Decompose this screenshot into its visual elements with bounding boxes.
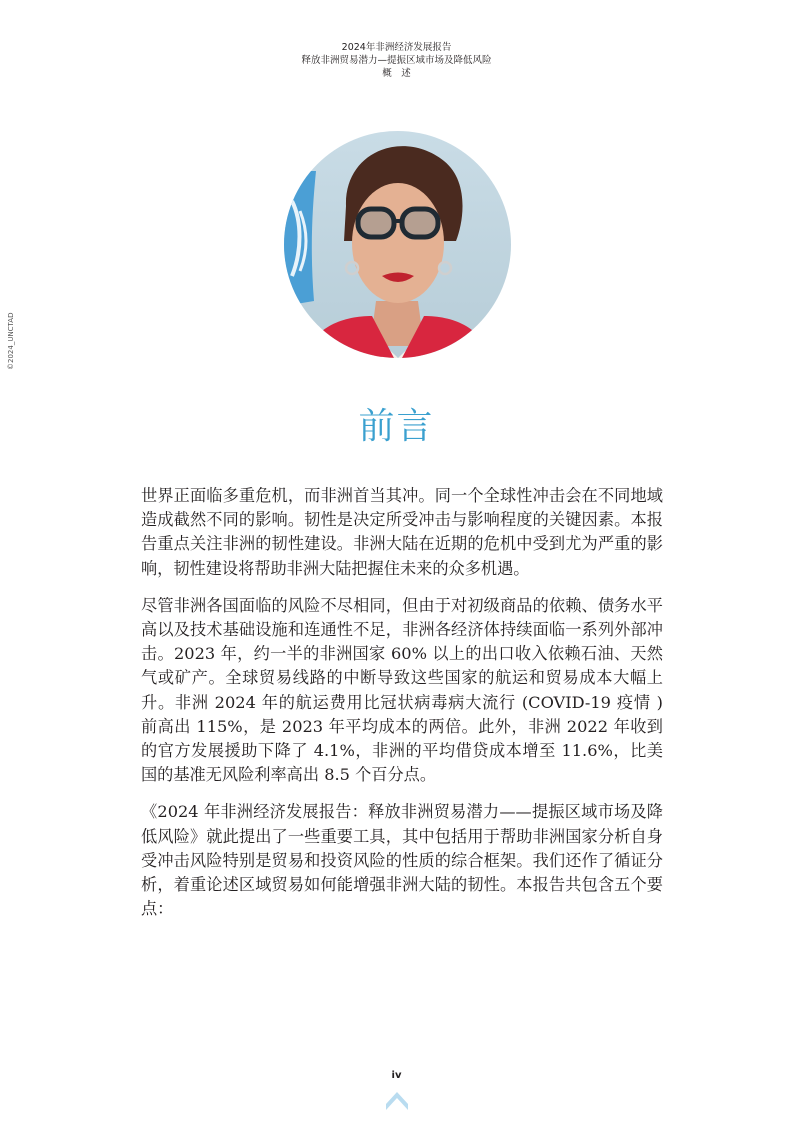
paragraph-1: 世界正面临多重危机，而非洲首当其冲。同一个全球性冲击会在不同地域造成截然不同的影响。韧性是决定所受冲击与影响程度的关键因素。本报告重点关注非洲的韧性建设。非洲大陆在近期的危机中受到尤为严重的影响，韧性建设将帮助非洲大陆把握住未来的众多机遇。	[141, 486, 663, 578]
running-header	[0, 41, 793, 80]
chevron-up-icon	[383, 1088, 411, 1116]
photo-credit-text: ©2024_UNCTAD	[7, 312, 15, 370]
back-to-top-button[interactable]	[383, 1088, 411, 1116]
paragraph-2: 尽管非洲各国面临的风险不尽相同，但由于对初级商品的依赖、债务水平高以及技术基础设施和连通性不足，非洲各经济体持续面临一系列外部冲击。2023 年，约一半的非洲国家 60% 以上的出口收入依赖石油、天然气或矿产。全球贸易线路的中断导致这些国家的航运和贸易成本大幅上升。非洲 2024 年的航运费用比冠状病毒病大流行 (COVID-19 疫情 ) 前高出 115%，是 2023 年平均成本的两倍。此外，非洲 2022 年收到的官方发展援助下降了 4.1%，非洲的平均借贷成本增至 11.6%，比美国的基准无风险利率高出 8.5 个百分点。	[141, 595, 663, 785]
photo-credit	[3, 290, 17, 370]
author-portrait	[284, 131, 511, 358]
page-title: 前言	[358, 406, 435, 447]
header-report-subtitle: 释放非洲贸易潜力—提振区域市场及降低风险	[301, 55, 492, 66]
paragraph-3: 《2024 年非洲经济发展报告：释放非洲贸易潜力——提振区域市场及降低风险》就此提出了一些重要工具，其中包括用于帮助非洲国家分析自身受冲击风险特别是贸易和投资风险的性质的综合框架。我们还作了循证分析，着重论述区域贸易如何能增强非洲大陆的韧性。本报告共包含五个要点：	[141, 802, 663, 919]
header-section-name: 概 述	[382, 68, 411, 79]
page-number: iv	[391, 1070, 402, 1081]
author-portrait-image	[284, 131, 511, 358]
foreword-body	[141, 484, 663, 934]
header-report-title: 2024年非洲经济发展报告	[341, 42, 452, 53]
